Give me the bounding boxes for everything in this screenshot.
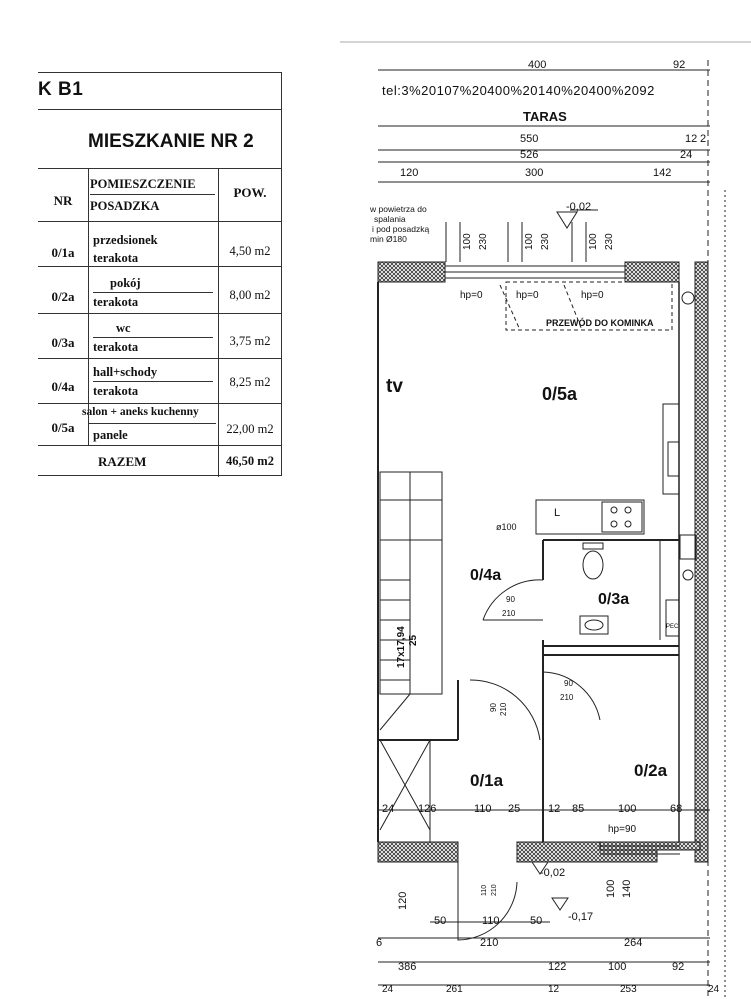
dim-bottom-4: 386 bbox=[398, 961, 417, 973]
door-dim: 90 bbox=[564, 679, 573, 688]
room-label-0-1a: 0/1a bbox=[470, 771, 504, 790]
header-nr: NR bbox=[53, 193, 73, 208]
dim-top-400: 400 bbox=[528, 59, 547, 71]
dim-top-92: 92 bbox=[673, 59, 686, 71]
row-floor: terakota bbox=[93, 340, 139, 354]
room-label-0-3a: 0/3a bbox=[598, 591, 630, 608]
window-dim: 100 bbox=[588, 233, 599, 250]
window-dim: 100 bbox=[524, 233, 535, 250]
dim-bottom: 100 bbox=[618, 803, 637, 815]
dim-bottom-5: 24 bbox=[382, 984, 394, 995]
door-dim: 90 bbox=[506, 595, 515, 604]
total-value: 46,50 m2 bbox=[226, 454, 274, 468]
dim-142: 142 bbox=[653, 167, 672, 179]
door-dim: 210 bbox=[502, 609, 516, 618]
dim-100: 100 bbox=[605, 879, 617, 898]
note-line: min Ø180 bbox=[370, 234, 407, 244]
level-bottom: -0,02 bbox=[540, 867, 566, 879]
building-label: K B1 bbox=[38, 79, 84, 100]
room-label-0-2a: 0/2a bbox=[634, 761, 668, 780]
dim-12: 12 bbox=[685, 133, 698, 145]
room-label-0-5a: 0/5a bbox=[542, 384, 578, 404]
hp-label: hp=0 bbox=[516, 290, 539, 301]
row-floor: panele bbox=[93, 428, 128, 442]
dim-bottom-2: 50 bbox=[434, 915, 447, 927]
row-nr: 0/2a bbox=[51, 289, 75, 304]
dim-bottom-4: 92 bbox=[672, 961, 685, 973]
dim-bottom-5: 253 bbox=[620, 984, 637, 995]
note-line: spalania bbox=[374, 214, 406, 224]
dim-bottom: 24 bbox=[382, 803, 395, 815]
row-area: 8,25 m2 bbox=[229, 375, 271, 389]
door-dim: 90 bbox=[489, 703, 498, 712]
door-dim: 210 bbox=[560, 693, 574, 702]
chimney-label: PRZEWÓD DO KOMINKA bbox=[546, 318, 654, 328]
hp-label: hp=0 bbox=[581, 290, 604, 301]
kitchen-l-label: L bbox=[554, 507, 561, 519]
row-room: salon + aneks kuchenny bbox=[82, 406, 199, 418]
note-line: w powietrza do bbox=[370, 204, 427, 214]
row-floor: terakota bbox=[93, 251, 139, 265]
hp90-label: hp=90 bbox=[608, 824, 637, 835]
dim-300: 300 bbox=[525, 167, 544, 179]
window-dim: 230 bbox=[478, 233, 489, 250]
row-area: 4,50 m2 bbox=[229, 244, 271, 258]
door-dim: 110 bbox=[481, 884, 488, 896]
pec-label: PEC bbox=[666, 624, 679, 630]
note-line: i pod posadzką bbox=[372, 224, 430, 234]
window-dim: 230 bbox=[540, 233, 551, 250]
dim-24: 24 bbox=[680, 149, 693, 161]
row-room: wc bbox=[116, 321, 131, 335]
door-dim: 210 bbox=[491, 884, 498, 896]
row-room: pokój bbox=[110, 276, 141, 290]
dim-bottom-4: 122 bbox=[548, 961, 567, 973]
dim-120v: 120 bbox=[397, 891, 409, 910]
row-area: 8,00 m2 bbox=[229, 288, 271, 302]
dim-bottom-3: 6 bbox=[376, 937, 383, 949]
floor-plan bbox=[340, 40, 751, 999]
vent-label: ø100 bbox=[496, 522, 517, 532]
row-nr: 0/5a bbox=[51, 420, 75, 435]
dim-bottom: 68 bbox=[670, 803, 683, 815]
dim-bottom: 85 bbox=[572, 803, 585, 815]
level-bottom-2: -0,17 bbox=[568, 911, 594, 923]
row-nr: 0/3a bbox=[51, 335, 75, 350]
room-table bbox=[38, 72, 282, 476]
dim-2: 2 bbox=[700, 133, 707, 145]
room-label-0-4a: 0/4a bbox=[470, 567, 502, 584]
header-floor: POSADZKA bbox=[90, 199, 160, 213]
apartment-title: MIESZKANIE NR 2 bbox=[88, 131, 254, 152]
dim-140: 140 bbox=[621, 879, 633, 898]
window-dim: 230 bbox=[604, 233, 615, 250]
dim-bottom-2: 110 bbox=[482, 915, 500, 927]
row-room: hall+schody bbox=[93, 365, 158, 379]
row-area: 3,75 m2 bbox=[229, 334, 271, 348]
header-room: POMIESZCZENIE bbox=[90, 177, 196, 191]
row-nr: 0/4a bbox=[51, 379, 75, 394]
dim-bottom-3: 210 bbox=[480, 937, 499, 949]
dim-bottom-2: 50 bbox=[530, 915, 543, 927]
dim-bottom-4: 100 bbox=[608, 961, 627, 973]
header-area: POW. bbox=[233, 185, 267, 200]
row-floor: terakota bbox=[93, 295, 139, 309]
dim-550: 550 bbox=[520, 133, 539, 145]
dim-bottom-3: 264 bbox=[624, 937, 643, 949]
dim-bottom: 25 bbox=[508, 803, 521, 815]
dim-bottom: 12 bbox=[548, 803, 561, 815]
dim-bottom-5: 261 bbox=[446, 984, 463, 995]
tv-label: tv bbox=[386, 376, 403, 397]
dim-bottom-5: 12 bbox=[548, 984, 560, 995]
dim-bottom: 126 bbox=[418, 803, 437, 815]
window-dim: 100 bbox=[462, 233, 473, 250]
row-floor: terakota bbox=[93, 384, 139, 398]
terrace-label: TARAS bbox=[523, 109, 567, 124]
dim-bottom-5: 24 bbox=[708, 984, 720, 995]
dim-bottom: 110 bbox=[474, 803, 492, 815]
stairs-count: 25 bbox=[408, 634, 419, 646]
row-nr: 0/1a bbox=[51, 245, 75, 260]
row-room: przedsionek bbox=[93, 233, 158, 247]
dim-526: 526 bbox=[520, 149, 539, 161]
stairs-dim: 17x17,94 bbox=[396, 626, 407, 668]
phone-text: tel:3%20107%20400%20140%20400%2092 bbox=[382, 83, 655, 98]
row-area: 22,00 m2 bbox=[226, 422, 274, 436]
level-top: -0,02 bbox=[566, 201, 592, 213]
total-label: RAZEM bbox=[98, 454, 147, 469]
hp-label: hp=0 bbox=[460, 290, 483, 301]
dim-120: 120 bbox=[400, 167, 419, 179]
door-dim: 210 bbox=[499, 702, 508, 716]
